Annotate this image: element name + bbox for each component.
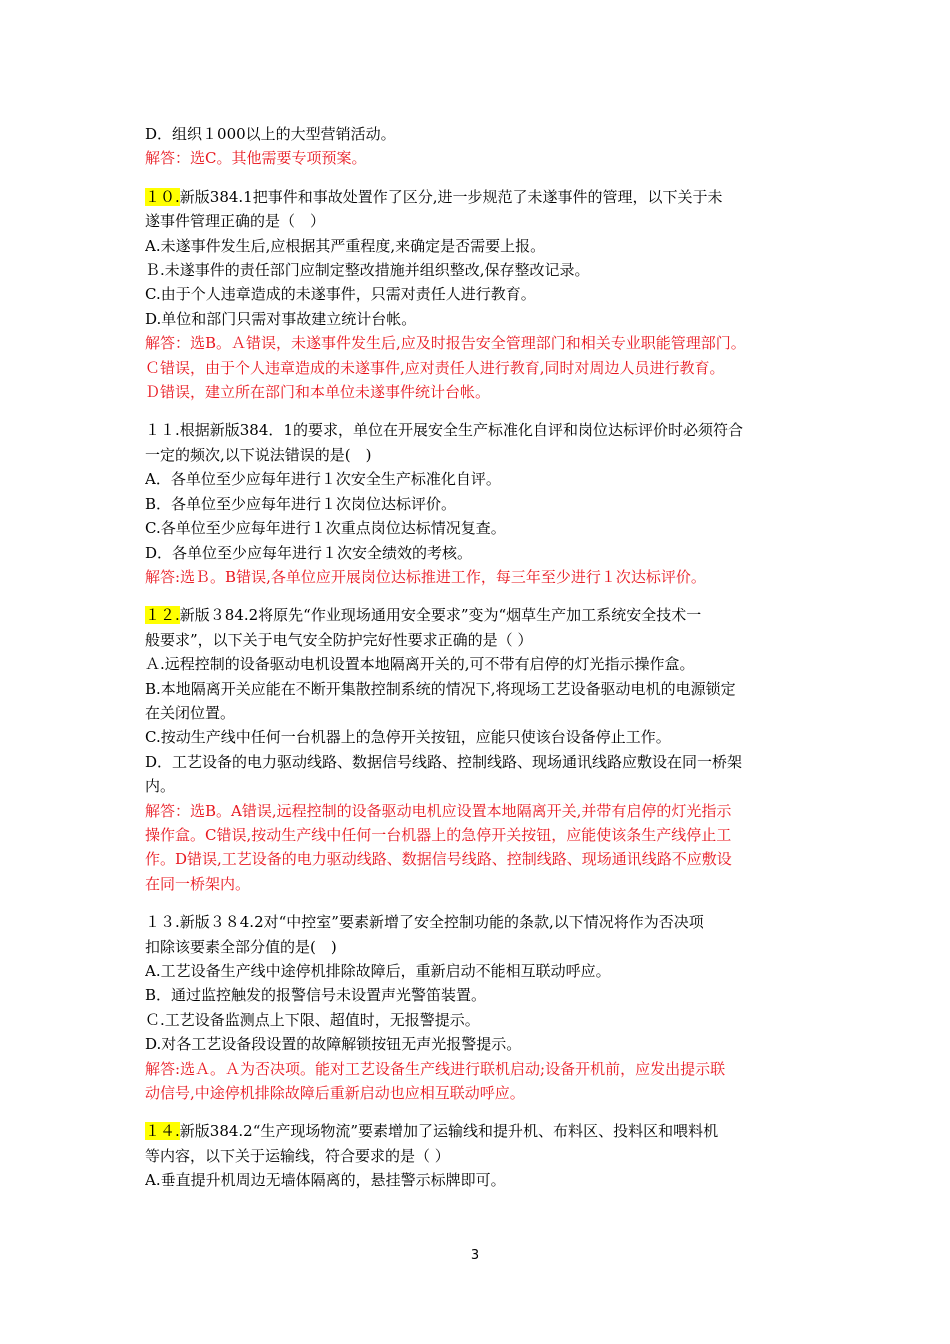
question-number-highlight: １０. [145,187,180,206]
option-c: Ｃ.工艺设备监测点上下限、超值时，无报警提示。 [145,1010,480,1029]
question-text: 新版384.1把事件和事故处置作了区分,进一步规范了未遂事件的管理，以下关于未 [179,187,723,206]
question-text-cont: 般要求”，以下关于电气安全防护完好性要求正确的是（ ） [145,630,533,649]
option-a: A.未遂事件发生后,应根据其严重程度,来确定是否需要上报。 [145,236,546,255]
option-c: C.按动生产线中任何一台机器上的急停开关按钮，应能只使该台设备停止工作。 [145,728,671,747]
question-stem [145,185,825,209]
option-a: A.垂直提升机周边无墙体隔离的，悬挂警示标牌即可。 [145,1171,506,1190]
question-13 [145,910,825,1105]
option-b: B．各单位至少应每年进行１次岗位达标评价。 [145,494,457,513]
question-text-cont: 扣除该要素全部分值的是( ) [145,937,337,956]
question-text-cont: 遂事件管理正确的是（ ） [145,212,326,231]
option-b: Ｂ.未遂事件的责任部门应制定整改措施并组织整改,保存整改记录。 [145,261,590,280]
question-text: １３.新版３８4.2对“中控室”要素新增了安全控制功能的条款,以下情况将作为否决项 [145,913,704,932]
answer-text: 解答：选B。A错误,远程控制的设备驱动电机应设置本地隔离开关,并带有启停的灯光指示 [145,801,732,820]
question-text: 新版384.2“生产现场物流”要素增加了运输线和提升机、布料区、投料区和喂料机 [179,1122,719,1141]
document-page [145,122,825,1207]
page-number: 3 [470,1248,480,1263]
option-a: A.工艺设备生产线中途停机排除故障后，重新启动不能相互联动呼应。 [145,962,611,980]
option-b: B．通过监控触发的报警信号未设置声光警笛装置。 [145,986,487,1005]
question-number-highlight: １４. [145,1122,180,1141]
question-text-cont: 一定的频次,以下说法错误的是( ) [145,445,372,464]
question-text-cont: 等内容，以下关于运输线，符合要求的是（ ） [145,1146,450,1165]
question-text: 新版３84.2将原先“作业现场通用安全要求”变为“烟草生产加工系统安全技术一 [179,606,702,625]
question-9-tail [145,122,825,171]
option-d: D．各单位至少应每年进行１次安全绩效的考核。 [145,543,473,562]
answer-text: 解答:选Ｂ。B错误,各单位应开展岗位达标推进工作，每三年至少进行１次达标评价。 [145,567,706,586]
question-14 [145,1119,825,1192]
option-a: Ａ.远程控制的设备驱动电机设置本地隔离开关的,可不带有启停的灯光指示操作盒。 [145,655,695,674]
option-b: B.本地隔离开关应能在不断开集散控制系统的情况下,将现场工艺设备驱动电机的电源锁定 [145,679,736,698]
answer-text: 解答:选Ａ。Ａ为否决项。能对工艺设备生产线进行联机启动;设备开机前，应发出提示联 [145,1059,726,1078]
question-10 [145,185,825,405]
question-number-highlight: １２. [145,606,180,625]
option-c: C.由于个人违章造成的未遂事件，只需对责任人进行教育。 [145,285,536,304]
answer-text: Ｃ错误，由于个人违章造成的未遂事件,应对责任人进行教育,同时对周边人员进行教育。 [145,358,725,377]
question-text: １１.根据新版384．1的要求，单位在开展安全生产标准化自评和岗位达标评价时必须符合 [145,421,743,440]
answer-text: 在同一桥架内。 [145,874,251,893]
option-c: C.各单位至少应每年进行１次重点岗位达标情况复查。 [145,519,506,538]
option-d: D．组织１000以上的大型营销活动。 [145,125,396,143]
question-12 [145,603,825,896]
answer-text: 作。D错误,工艺设备的电力驱动线路、数据信号线路、控制线路、现场通讯线路不应敷设 [145,850,732,869]
answer-text: Ｄ错误，建立所在部门和本单位未遂事件统计台帐。 [145,383,491,402]
option-d: D．工艺设备的电力驱动线路、数据信号线路、控制线路、现场通讯线路应敷设在同一桥架 [145,752,743,771]
option-b-cont: 在关闭位置。 [145,703,236,722]
option-d: D.单位和部门只需对事故建立统计台帐。 [145,309,417,328]
answer-text: 动信号,中途停机排除故障后重新启动也应相互联动呼应。 [145,1084,525,1103]
answer-text: 解答：选B。Ａ错误，未遂事件发生后,应及时报告安全管理部门和相关专业职能管理部门。 [145,334,746,353]
question-stem [145,603,825,627]
option-d: D.对各工艺设备段设置的故障解锁按钮无声光报警提示。 [145,1035,522,1054]
answer-text: 解答：选C。其他需要专项预案。 [145,149,367,168]
option-a: A．各单位至少应每年进行１次安全生产标准化自评。 [145,470,501,489]
answer-text: 操作盒。C错误,按动生产线中任何一台机器上的急停开关按钮，应能使该条生产线停止工 [145,825,732,844]
question-11 [145,418,825,589]
question-stem [145,1119,825,1143]
option-d-cont: 内。 [145,777,176,796]
